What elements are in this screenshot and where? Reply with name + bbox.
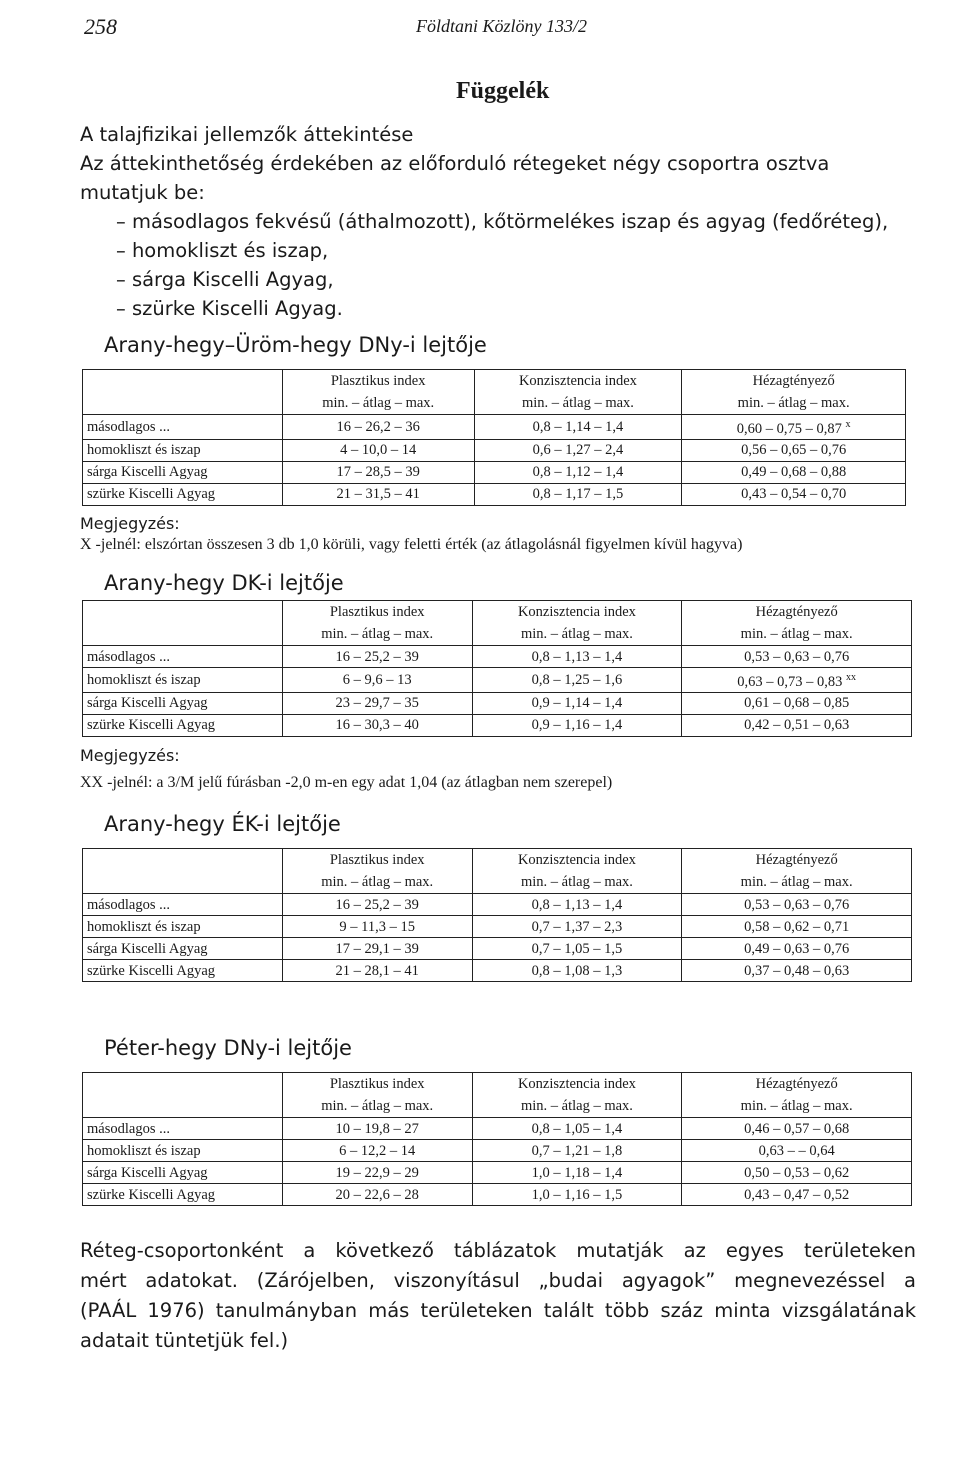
footnote-mark: x — [845, 419, 851, 430]
void-value-cell — [682, 668, 912, 693]
row-label: másodlagos ... — [83, 1118, 283, 1140]
plastic-value: 21 – 31,5 – 41 — [282, 483, 474, 505]
header-empty-cell — [83, 1095, 283, 1118]
table-row — [83, 1162, 912, 1184]
void-value: 0,61 – 0,68 – 0,85 — [682, 692, 912, 714]
intro-list-item: – homokliszt és iszap, — [116, 239, 329, 262]
closing-line: mért adatokat. (Zárójelben, viszonyításul „budai agyagok” megnevezéssel a — [80, 1269, 916, 1292]
header-empty-cell — [83, 370, 283, 393]
table-row — [83, 461, 906, 483]
header-void: Hézagtényező — [682, 1073, 912, 1096]
plastic-value: 23 – 29,7 – 35 — [282, 692, 472, 714]
data-table — [82, 600, 912, 737]
journal-title: Földtani Közlöny 133/2 — [416, 16, 587, 36]
void-value: 0,49 – 0,68 – 0,88 — [682, 461, 906, 483]
header-empty-cell — [83, 623, 283, 646]
consistency-value: 0,8 – 1,13 – 1,4 — [472, 894, 682, 916]
page-header — [84, 14, 888, 44]
row-label: sárga Kiscelli Agyag — [83, 692, 283, 714]
header-sub: min. – átlag – max. — [472, 1095, 682, 1118]
table-subheader-row — [83, 871, 912, 894]
plastic-value: 16 – 30,3 – 40 — [282, 714, 472, 736]
consistency-value: 1,0 – 1,18 – 1,4 — [472, 1162, 682, 1184]
note-text: X -jelnél: elszórtan összesen 3 db 1,0 körüli, vagy feletti érték (az átlagolásnál figyelmen kívül hagyva) — [80, 536, 743, 553]
consistency-value: 0,8 – 1,05 – 1,4 — [472, 1118, 682, 1140]
void-value: 0,63 – – 0,64 — [682, 1140, 912, 1162]
consistency-value: 0,7 – 1,21 – 1,8 — [472, 1140, 682, 1162]
header-sub: min. – átlag – max. — [282, 871, 472, 894]
row-label: szürke Kiscelli Agyag — [83, 483, 283, 505]
plastic-value: 17 – 28,5 – 39 — [282, 461, 474, 483]
table-header-row — [83, 849, 912, 872]
consistency-value: 0,8 – 1,14 – 1,4 — [474, 415, 682, 440]
plastic-value: 16 – 25,2 – 39 — [282, 894, 472, 916]
consistency-value: 0,8 – 1,25 – 1,6 — [472, 668, 682, 693]
intro-line: Az áttekinthetőség érdekében az előforduló rétegeket négy csoportra osztva — [80, 152, 830, 175]
header-empty-cell — [83, 392, 283, 415]
table-row — [83, 714, 912, 736]
table-header-row — [83, 1073, 912, 1096]
header-plastic: Plasztikus index — [282, 849, 472, 872]
intro-text — [80, 120, 920, 323]
header-empty-cell — [83, 1073, 283, 1096]
row-label: homokliszt és iszap — [83, 916, 283, 938]
table-row — [83, 415, 906, 440]
table-header-row — [83, 370, 906, 393]
consistency-value: 0,9 – 1,16 – 1,4 — [472, 714, 682, 736]
void-value: 0,43 – 0,47 – 0,52 — [682, 1184, 912, 1206]
table-row — [83, 1184, 912, 1206]
row-label: sárga Kiscelli Agyag — [83, 1162, 283, 1184]
void-value: 0,42 – 0,51 – 0,63 — [682, 714, 912, 736]
closing-line: (PAÁL 1976) tanulmányban más területeken talált több száz minta vizsgálatának — [80, 1299, 916, 1322]
table-row — [83, 692, 912, 714]
row-label: homokliszt és iszap — [83, 1140, 283, 1162]
row-label: sárga Kiscelli Agyag — [83, 938, 283, 960]
row-label: sárga Kiscelli Agyag — [83, 461, 283, 483]
plastic-value: 16 – 26,2 – 36 — [282, 415, 474, 440]
row-label: másodlagos ... — [83, 415, 283, 440]
void-value: 0,50 – 0,53 – 0,62 — [682, 1162, 912, 1184]
consistency-value: 0,9 – 1,14 – 1,4 — [472, 692, 682, 714]
header-consistency: Konzisztencia index — [472, 601, 682, 624]
data-table — [82, 369, 906, 506]
table-row — [83, 1118, 912, 1140]
data-table — [82, 848, 912, 982]
section-title: Péter-hegy DNy-i lejtője — [104, 1036, 352, 1060]
void-value: 0,43 – 0,54 – 0,70 — [682, 483, 906, 505]
header-consistency: Konzisztencia index — [472, 849, 682, 872]
plastic-value: 21 – 28,1 – 41 — [282, 960, 472, 982]
intro-list-item: – szürke Kiscelli Agyag. — [116, 297, 343, 320]
void-value: 0,49 – 0,63 – 0,76 — [682, 938, 912, 960]
plastic-value: 16 – 25,2 – 39 — [282, 646, 472, 668]
header-sub: min. – átlag – max. — [282, 392, 474, 415]
header-sub: min. – átlag – max. — [682, 392, 906, 415]
table-subheader-row — [83, 392, 906, 415]
header-plastic: Plasztikus index — [282, 601, 472, 624]
void-value: 0,53 – 0,63 – 0,76 — [682, 894, 912, 916]
void-value: 0,63 – 0,73 – 0,83 — [737, 673, 843, 690]
plastic-value: 4 – 10,0 – 14 — [282, 439, 474, 461]
footnote-mark: xx — [846, 672, 857, 683]
consistency-value: 0,8 – 1,12 – 1,4 — [474, 461, 682, 483]
consistency-value: 0,8 – 1,08 – 1,3 — [472, 960, 682, 982]
row-label: másodlagos ... — [83, 894, 283, 916]
void-value: 0,46 – 0,57 – 0,68 — [682, 1118, 912, 1140]
table-header-row — [83, 601, 912, 624]
data-table — [82, 1072, 912, 1206]
plastic-value: 6 – 12,2 – 14 — [282, 1140, 472, 1162]
header-sub: min. – átlag – max. — [682, 1095, 912, 1118]
header-void: Hézagtényező — [682, 849, 912, 872]
section-title: Arany-hegy ÉK-i lejtője — [104, 812, 341, 836]
header-void: Hézagtényező — [682, 601, 912, 624]
header-sub: min. – átlag – max. — [472, 623, 682, 646]
header-void: Hézagtényező — [682, 370, 906, 393]
plastic-value: 6 – 9,6 – 13 — [282, 668, 472, 693]
note-label: Megjegyzés: — [80, 514, 180, 533]
void-value: 0,37 – 0,48 – 0,63 — [682, 960, 912, 982]
plastic-value: 10 – 19,8 – 27 — [282, 1118, 472, 1140]
row-label: homokliszt és iszap — [83, 668, 283, 693]
header-sub: min. – átlag – max. — [682, 871, 912, 894]
header-plastic: Plasztikus index — [282, 370, 474, 393]
note-label: Megjegyzés: — [80, 746, 180, 765]
table-row — [83, 439, 906, 461]
closing-paragraph — [80, 1236, 916, 1356]
void-value: 0,53 – 0,63 – 0,76 — [682, 646, 912, 668]
intro-list-item: – másodlagos fekvésű (áthalmozott), kőtörmelékes iszap és agyag (fedőréteg), — [116, 210, 889, 233]
appendix-heading: Függelék — [456, 78, 550, 104]
table-row — [83, 1140, 912, 1162]
plastic-value: 9 – 11,3 – 15 — [282, 916, 472, 938]
plastic-value: 20 – 22,6 – 28 — [282, 1184, 472, 1206]
consistency-value: 0,7 – 1,05 – 1,5 — [472, 938, 682, 960]
table-row — [83, 960, 912, 982]
closing-line: Réteg-csoportonként a következő táblázatok mutatják az egyes területeken — [80, 1239, 916, 1262]
intro-line: mutatjuk be: — [80, 181, 205, 204]
row-label: másodlagos ... — [83, 646, 283, 668]
header-empty-cell — [83, 601, 283, 624]
table-row — [83, 894, 912, 916]
consistency-value: 0,8 – 1,17 – 1,5 — [474, 483, 682, 505]
header-consistency: Konzisztencia index — [472, 1073, 682, 1096]
row-label: szürke Kiscelli Agyag — [83, 714, 283, 736]
header-sub: min. – átlag – max. — [282, 1095, 472, 1118]
header-sub: min. – átlag – max. — [282, 623, 472, 646]
intro-list-item: – sárga Kiscelli Agyag, — [116, 268, 334, 291]
table-subheader-row — [83, 1095, 912, 1118]
consistency-value: 1,0 – 1,16 – 1,5 — [472, 1184, 682, 1206]
header-sub: min. – átlag – max. — [472, 871, 682, 894]
note-text: XX -jelnél: a 3/M jelű fúrásban -2,0 m-en egy adat 1,04 (az átlagban nem szerepel) — [80, 774, 613, 791]
table-row — [83, 668, 912, 693]
section-title: Arany-hegy–Üröm-hegy DNy-i lejtője — [104, 333, 487, 357]
void-value: 0,56 – 0,65 – 0,76 — [682, 439, 906, 461]
consistency-value: 0,6 – 1,27 – 2,4 — [474, 439, 682, 461]
plastic-value: 17 – 29,1 – 39 — [282, 938, 472, 960]
table-row — [83, 483, 906, 505]
table-row — [83, 646, 912, 668]
table-subheader-row — [83, 623, 912, 646]
header-sub: min. – átlag – max. — [474, 392, 682, 415]
table-row — [83, 916, 912, 938]
section-title: Arany-hegy DK-i lejtője — [104, 571, 344, 595]
header-sub: min. – átlag – max. — [682, 623, 912, 646]
header-plastic: Plasztikus index — [282, 1073, 472, 1096]
void-value: 0,60 – 0,75 – 0,87 — [736, 420, 842, 437]
consistency-value: 0,7 – 1,37 – 2,3 — [472, 916, 682, 938]
header-consistency: Konzisztencia index — [474, 370, 682, 393]
row-label: homokliszt és iszap — [83, 439, 283, 461]
header-empty-cell — [83, 849, 283, 872]
consistency-value: 0,8 – 1,13 – 1,4 — [472, 646, 682, 668]
table-row — [83, 938, 912, 960]
plastic-value: 19 – 22,9 – 29 — [282, 1162, 472, 1184]
row-label: szürke Kiscelli Agyag — [83, 960, 283, 982]
row-label: szürke Kiscelli Agyag — [83, 1184, 283, 1206]
header-empty-cell — [83, 871, 283, 894]
page-number: 258 — [84, 14, 117, 39]
intro-line: A talajfizikai jellemzők áttekintése — [80, 123, 414, 146]
void-value: 0,58 – 0,62 – 0,71 — [682, 916, 912, 938]
closing-line: adatait tüntetjük fel.) — [80, 1329, 289, 1352]
void-value-cell — [682, 415, 906, 440]
